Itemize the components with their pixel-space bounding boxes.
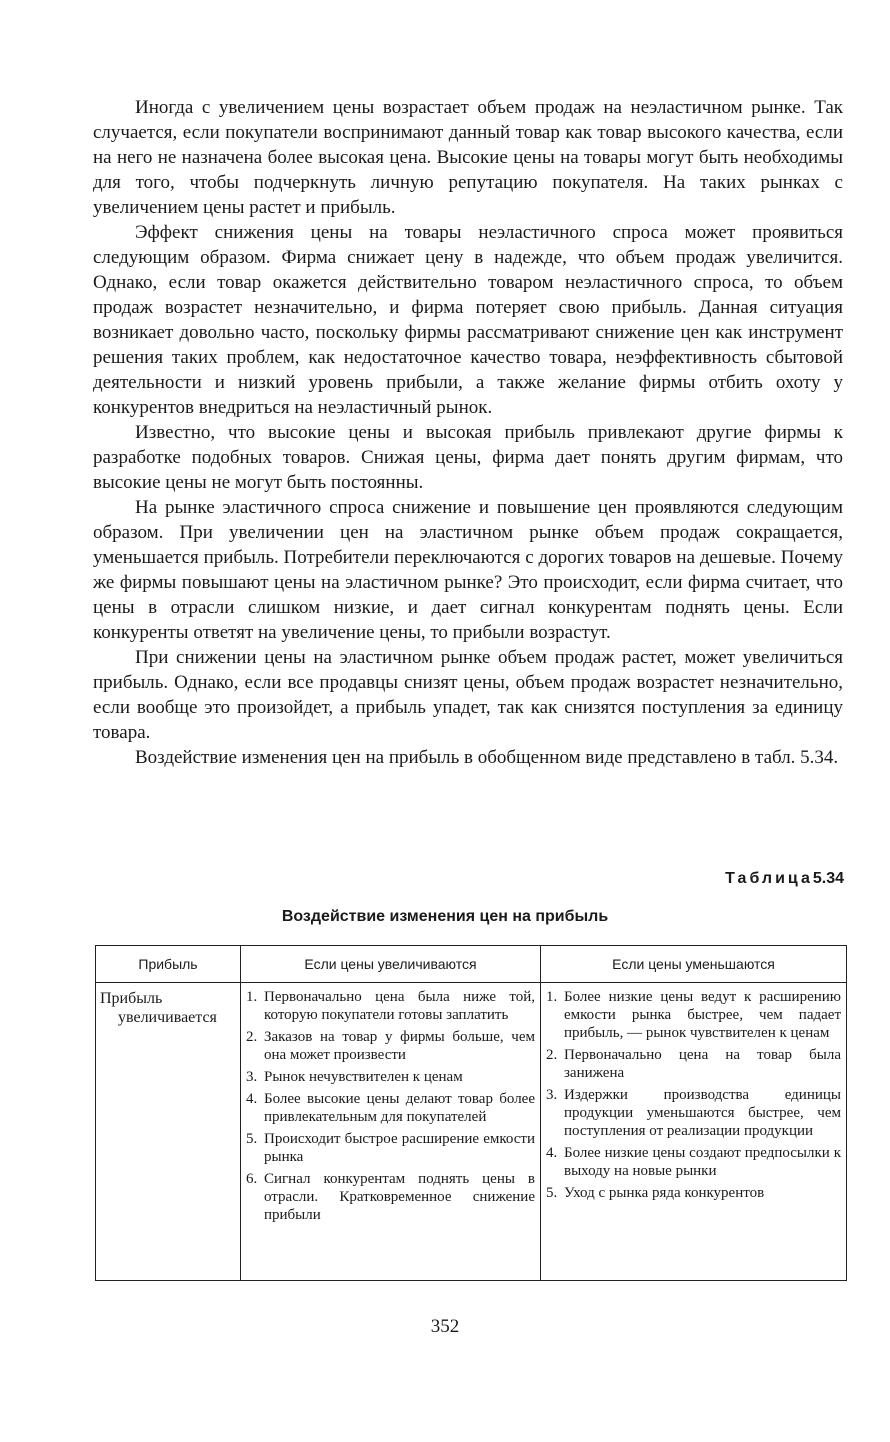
row-header [96,983,241,1281]
table-header-row [96,946,847,983]
column-header: Если цены увеличиваются [241,946,541,983]
paragraph: На рынке эластичного спроса снижение и повышение цен проявляются следующим образом. При увеличении цен на эластичном рынке объем продаж сокращается, уменьшается прибыль. Потребители переключаются с дорогих товаров на дешевые. Почему же фирмы повышают цены на эластичном рынке? Это происходит, если фирма считает, что цены в отрасли слишком низкие, и дает сигнал конкурентам поднять цены. Если конкуренты ответят на увеличение цены, то прибыли возрастут. [93,497,843,643]
list-item: 4. Более низкие цены создают предпосылки к выходу на новые рынки [546,1145,841,1179]
increase-list [242,984,539,1232]
list-item: 6. Сигнал конкурентам поднять цены в отрасли. Кратковременное снижение прибыли [246,1171,535,1223]
table-label-word: Таблица [725,870,813,887]
paragraph: Эффект снижения цены на товары неэластичного спроса может проявиться следующим образом. Фирма снижает цену в надежде, что объем продаж увеличится. Однако, если товар окажется действительно товаром неэластичного спроса, то объем продаж возрастет незначительно, и фирма потеряет свою прибыль. Данная ситуация возникает довольно часто, поскольку фирмы рассматривают снижение цен как инструмент решения таких проблем, как недостаточное качество товара, неэффективность сбытовой деятельности и низкий уровень прибыли, а также желание фирмы отбить охоту у конкурентов внедриться на неэластичный рынок. [93,222,843,418]
list-item: 3. Издержки производства единицы продукции уменьшаются быстрее, чем поступления от реализации продукции [546,1087,841,1139]
table-row [96,983,847,1281]
list-item: 4. Более высокие цены делают товар более привлекательным для покупателей [246,1091,535,1125]
decrease-list [542,984,845,1210]
price-profit-table [95,945,847,1281]
body-text [93,95,843,770]
page-number: 352 [430,1316,460,1337]
list-item: 5. Уход с рынка ряда конкурентов [546,1185,765,1201]
table-label-number: 5.34 [812,870,844,887]
paragraph: При снижении цены на эластичном рынке объем продаж растет, может увеличиться прибыль. Однако, если все продавцы снизят цены, объем продаж возрастет незначительно, если вообще это произойдет, а прибыль упадет, так как снизятся поступления за единицу товара. [93,647,843,743]
row-header-line: увеличивается [118,1009,217,1026]
table-label [725,870,844,888]
paragraph: Воздействие изменения цен на прибыль в обобщенном виде представлено в табл. 5.34. [135,747,839,768]
column-header: Прибыль [96,946,241,983]
paragraph: Иногда с увеличением цены возрастает объем продаж на неэластичном рынке. Так случается, если покупатели воспринимают данный товар как товар высокого качества, если на него не назначена более высокая цена. Высокие цены на товары могут быть необходимы для того, чтобы подчеркнуть личную репутацию покупателя. На таких рынках с увеличением цены растет и прибыль. [93,97,843,218]
list-item: 1. Более низкие цены ведут к расширению емкости рынка быстрее, чем падает прибыль, — рынок чувствителен к ценам [546,989,841,1041]
list-item: 2. Первоначально цена на товар была занижена [546,1047,841,1081]
list-item: 1. Первоначально цена была ниже той, которую покупатели готовы заплатить [246,989,535,1023]
list-item: 3. Рынок нечувствителен к ценам [246,1069,463,1085]
decrease-cell [541,983,847,1281]
list-item: 2. Заказов на товар у фирмы больше, чем она может произвести [246,1029,535,1063]
table-title: Воздействие изменения цен на прибыль [281,908,609,925]
row-header-line: Прибыль [100,990,163,1007]
column-header: Если цены уменьшаются [541,946,847,983]
increase-cell [241,983,541,1281]
paragraph: Известно, что высокие цены и высокая прибыль привлекают другие фирмы к разработке подобных товаров. Снижая цены, фирма дает понять другим фирмам, что высокие цены не могут быть постоянны. [93,422,843,493]
list-item: 5. Происходит быстрое расширение емкости рынка [246,1131,535,1165]
